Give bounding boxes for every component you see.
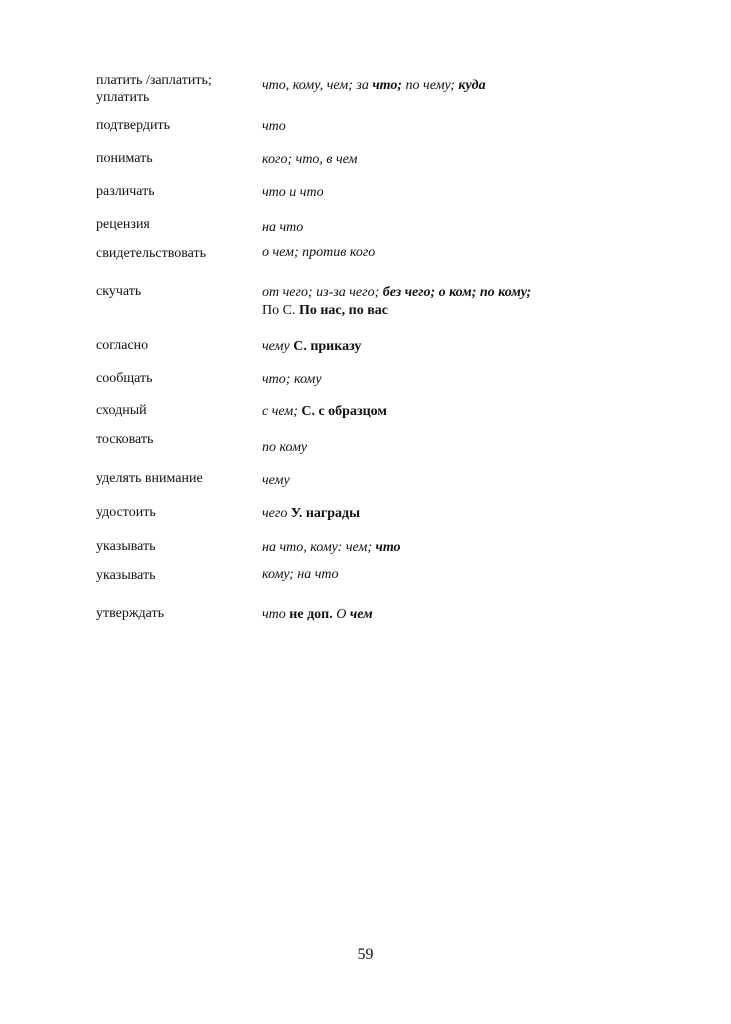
pattern-segment: не доп.: [289, 607, 337, 622]
pattern-segment: С. с образцом: [301, 404, 387, 419]
government-pattern: [262, 244, 375, 262]
pattern-segment: кого; что, в чем: [262, 152, 358, 167]
headword: рецензия: [96, 217, 150, 232]
page-number: 59: [357, 946, 374, 963]
pattern-segment: с чем;: [262, 404, 302, 419]
pattern-segment: от чего; из-за чего;: [262, 285, 383, 300]
headword: скучать: [96, 284, 142, 299]
headword: платить /заплатить; уплатить: [96, 73, 212, 105]
pattern-segment: чему: [262, 339, 294, 354]
pattern-segment: что, кому, чем; за: [262, 78, 373, 93]
government-pattern: [262, 118, 286, 136]
pattern-segment: По С.: [262, 303, 299, 318]
government-pattern: [262, 219, 303, 237]
pattern-segment: по чему;: [402, 78, 459, 93]
headword: указывать: [96, 568, 156, 583]
government-pattern: [262, 539, 401, 557]
pattern-segment: С. приказу: [293, 339, 362, 354]
headword: удостоить: [96, 505, 156, 520]
pattern-segment: о чем; против кого: [262, 245, 376, 260]
pattern-segment: По нас, по вас: [298, 303, 388, 318]
headword: утверждать: [96, 606, 165, 621]
pattern-segment: кому; на что: [262, 567, 339, 582]
pattern-segment: о ком; по кому;: [438, 285, 532, 300]
pattern-segment: что: [262, 607, 290, 622]
headword: тосковать: [96, 432, 154, 447]
government-pattern: [262, 338, 361, 356]
government-pattern: [262, 606, 373, 624]
headword: понимать: [96, 151, 153, 166]
pattern-segment: что: [262, 119, 286, 134]
government-pattern: [262, 566, 339, 584]
government-pattern: [262, 184, 324, 202]
headword: различать: [96, 184, 155, 199]
headword: свидетельствовать: [96, 246, 206, 261]
headword: сообщать: [96, 371, 153, 386]
government-pattern: [262, 403, 387, 421]
headword: согласно: [96, 338, 149, 353]
headword: уделять внимание: [96, 471, 203, 486]
pattern-segment: О: [336, 607, 350, 622]
pattern-segment: чего: [262, 506, 291, 521]
government-pattern: [262, 284, 531, 320]
government-pattern: [262, 472, 290, 490]
headword: указывать: [96, 539, 156, 554]
pattern-segment: без чего;: [382, 285, 436, 300]
pattern-segment: что; кому: [262, 372, 322, 387]
headword: сходный: [96, 403, 147, 418]
pattern-segment: что;: [372, 78, 403, 93]
government-pattern: [262, 77, 486, 95]
pattern-segment: что: [375, 540, 401, 555]
pattern-segment: на что, кому: чем;: [262, 540, 376, 555]
pattern-segment: по кому: [262, 440, 308, 455]
government-pattern: [262, 439, 307, 457]
headword: подтвердить: [96, 118, 171, 133]
pattern-segment: чему: [262, 473, 290, 488]
government-pattern: [262, 371, 322, 389]
pattern-segment: чем: [349, 607, 373, 622]
pattern-segment: на что: [262, 220, 304, 235]
pattern-segment: что и что: [262, 185, 324, 200]
government-pattern: [262, 151, 357, 169]
government-pattern: [262, 505, 360, 523]
pattern-segment: куда: [458, 78, 486, 93]
pattern-segment: У. награды: [290, 506, 361, 521]
